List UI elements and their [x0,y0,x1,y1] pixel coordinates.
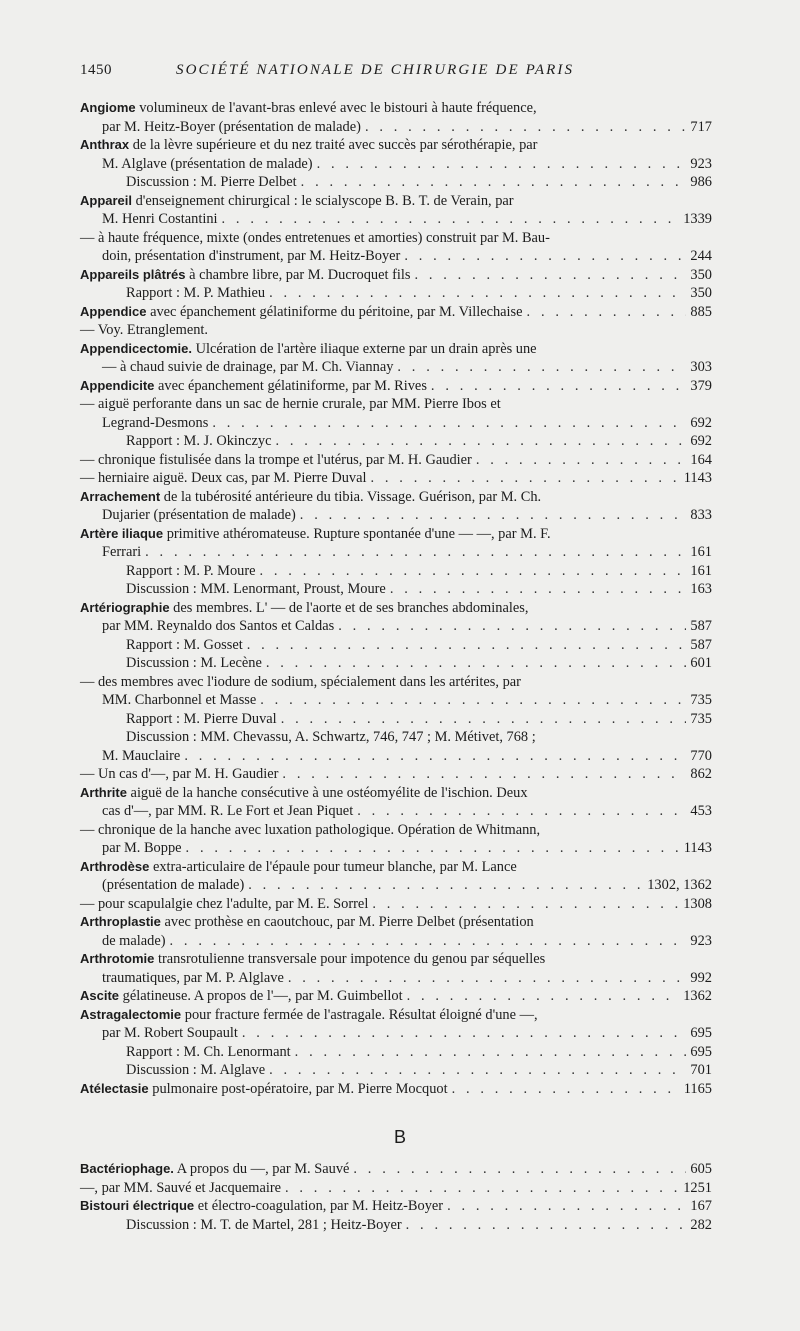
index-entry-line [80,728,712,747]
entry-body: avec prothèse en caoutchouc, par M. Pierre Delbet (présentation [160,914,534,930]
index-entry-line [80,876,712,895]
page-reference: 1143 [683,470,712,486]
index-entry-line [80,525,712,544]
entry-body: par M. Robert Soupault [102,1025,238,1041]
page-reference: 601 [690,655,712,671]
entry-body: Rapport : M. Ch. Lenormant [126,1043,291,1060]
entry-heading: Atélectasie [80,1080,149,1096]
index-entry-line [80,1061,712,1080]
dot-leader [317,155,686,174]
dot-leader [288,969,686,988]
dot-leader [186,839,680,858]
entry-body: extra-articulaire de l'épaule pour tumeur blanche, par M. Lance [149,858,517,875]
entry-text [126,562,256,581]
dot-leader [414,266,686,285]
page-reference: 167 [690,1198,712,1214]
page-reference: 1362 [683,988,712,1004]
entry-body: — à haute fréquence, mixte (ondes entretenues et amorties) construit par M. Bau- [80,229,550,246]
entry-body: Rapport : M. P. Mathieu [126,285,266,301]
entry-text [102,358,393,377]
entry-heading: Arthrite [80,784,127,800]
dot-leader [476,451,686,470]
dot-leader [275,432,686,451]
entry-body: de la lèvre supérieure et du nez traité avec succès par sérothérapie, par [129,137,538,153]
entry-text [80,914,534,930]
dot-leader [222,210,680,229]
page-reference: 605 [690,1161,712,1177]
dot-leader [406,1216,686,1235]
entry-body: Ferrari [102,544,142,560]
page-reference: 923 [690,932,712,949]
index-entry-line [80,377,712,396]
dot-leader [365,118,686,137]
dot-leader [145,543,686,562]
index-entry-line [80,247,712,266]
page-reference: 717 [690,118,712,135]
page-reference: 1143 [683,840,712,856]
entry-text [80,1179,281,1198]
index-entry-line [80,1024,712,1043]
index-entry-line [80,99,712,118]
entry-body: doin, présentation d'instrument, par M. Heitz-Boyer [102,248,401,264]
dot-leader [269,1061,686,1080]
dot-leader [357,802,686,821]
entry-heading: Arthrodèse [80,858,150,874]
page-reference: 735 [690,692,712,708]
index-entry-line [80,266,712,285]
entry-body: Discussion : MM. Chevassu, A. Schwartz, 746, 747 ; M. Métivet, 768 ; [126,729,536,745]
index-entry-line [80,636,712,655]
entry-text [126,710,277,729]
entry-body: cas d'—, par MM. R. Le Fort et Jean Piquet [102,803,354,819]
page-reference: 1251 [683,1179,712,1196]
entry-body: — herniaire aiguë. Deux cas, par M. Pierre Duval [80,470,367,486]
page-reference: 1165 [683,1080,712,1097]
entry-body: volumineux de l'avant-bras enlevé avec le bistouri à haute fréquence, [135,100,537,116]
index-entries-b [80,1160,712,1234]
index-entry-line [80,1179,712,1198]
page-reference: 282 [690,1216,712,1233]
entry-text [80,193,514,209]
page-reference: 692 [690,433,712,449]
entry-text [102,1024,238,1043]
entry-text [102,802,353,821]
entry-body: par M. Heitz-Boyer (présentation de malade) [102,118,361,135]
entry-text [80,1080,448,1099]
index-entry-line [80,617,712,636]
running-header [80,62,712,82]
entry-text [80,266,410,285]
dot-leader [260,562,686,581]
dot-leader [404,247,686,266]
index-entries-a [80,99,712,1098]
entry-text [80,322,208,338]
entry-body: — Un cas d'—, par M. H. Gaudier [80,766,279,782]
dot-leader [281,710,686,729]
entry-text [126,729,536,745]
dot-leader [170,932,686,951]
entry-body: Discussion : M. Pierre Delbet [126,174,297,190]
index-entry-line [80,691,712,710]
entry-text [80,951,545,967]
page-reference: 885 [690,303,712,320]
entry-body: — des membres avec l'iodure de sodium, spécialement dans les artérites, par [80,673,521,690]
entry-text [126,580,386,599]
index-entry-line [80,543,712,562]
index-entry-line [80,118,712,137]
dot-leader [295,1043,686,1062]
entry-body: (présentation de malade) [102,877,245,893]
entry-body: MM. Charbonnel et Masse [102,692,257,708]
page-reference: 453 [690,803,712,819]
entry-heading: Arthroplastie [80,914,161,929]
entry-heading: Bistouri électrique [80,1198,195,1213]
dot-leader [184,747,686,766]
index-entry-line [80,839,712,858]
entry-heading: Appareils plâtrés [80,266,186,282]
index-entry-line [80,210,712,229]
entry-text [102,506,296,525]
dot-leader [260,691,686,710]
entry-body: Rapport : M. Gosset [126,636,243,653]
entry-body: — chronique de la hanche avec luxation pathologique. Opération de Whitmann, [80,821,541,838]
entry-body: de la tubérosité antérieure du tibia. Vissage. Guérison, par M. Ch. [160,488,542,505]
entry-text [80,100,537,116]
entry-body: aiguë de la hanche consécutive à une ostéomyélite de l'ischion. Deux [126,784,528,801]
dot-leader [431,377,686,396]
index-entry-line [80,173,712,192]
dot-leader [242,1024,686,1043]
index-entry-line [80,358,712,377]
entry-text [102,839,182,858]
entry-body: transrotulienne transversale pour impotence du genou par séquelles [154,951,546,967]
entry-text [126,284,265,303]
entry-text [80,469,367,488]
entry-body: Discussion : MM. Lenormant, Proust, Moure [126,581,386,597]
entry-text [126,636,243,655]
page-reference: 1339 [683,211,712,227]
entry-body: avec épanchement gélatiniforme, par M. Rives [154,377,427,394]
entry-heading: Appendice [80,303,147,319]
dot-leader [353,1160,686,1179]
index-entry-line [80,950,712,969]
index-entry-line [80,395,712,414]
entry-text [80,377,427,396]
entry-heading: Artériographie [80,599,170,615]
page-reference: 350 [690,266,712,283]
page-reference: 587 [690,618,712,634]
entry-text [126,1043,291,1062]
index-entry-line [80,821,712,840]
entry-text [80,230,550,246]
index-entry-line [80,987,712,1006]
index-entry-line [80,1160,712,1179]
entry-text [102,414,208,433]
entry-text [126,1061,265,1080]
index-entry-line [80,321,712,340]
index-entry-line [80,303,712,322]
dot-leader [212,414,686,433]
entry-text [102,210,218,229]
entry-body: Rapport : M. P. Moure [126,562,256,579]
index-entry-line [80,562,712,581]
entry-text [80,987,403,1006]
page-reference: 770 [690,747,712,764]
dot-leader [266,654,686,673]
page-reference: 986 [690,174,712,190]
entry-text [80,303,523,322]
index-entry-line [80,136,712,155]
dot-leader [300,506,686,525]
entry-text [80,489,541,505]
index-entry-line [80,969,712,988]
entry-text [102,747,180,766]
entry-text [80,822,540,838]
dot-leader [282,765,686,784]
entry-body: Discussion : M. Lecène [126,655,262,671]
index-entry-line [80,932,712,951]
index-entry-line [80,580,712,599]
entry-body: M. Mauclaire [102,747,181,764]
index-entry-line [80,1197,712,1216]
index-entry-line [80,192,712,211]
entry-text [126,173,297,192]
page-reference: 692 [690,414,712,431]
entry-body: — à chaud suivie de drainage, par M. Ch. Viannay [102,359,394,375]
dot-leader [269,284,686,303]
entry-body: M. Henri Costantini [102,211,218,227]
entry-body: M. Alglave (présentation de malade) [102,155,313,172]
page-reference: 735 [690,710,712,727]
entry-text [102,155,313,174]
entry-heading: Arthrotomie [80,951,155,966]
dot-leader [372,895,679,914]
page-number: 1450 [80,62,112,78]
entry-heading: Appendicectomie. [80,340,192,356]
index-entry-line [80,599,712,618]
entry-text [80,526,551,542]
page-reference: 1302, 1362 [647,877,712,893]
index-entry-line [80,710,712,729]
page-reference: 923 [690,155,712,172]
page-reference: 244 [690,248,712,264]
running-title: SOCIÉTÉ NATIONALE DE CHIRURGIE DE PARIS [176,62,575,78]
index-entry-line [80,1043,712,1062]
entry-text [80,674,521,690]
entry-body: — chronique fistulisée dans la trompe et l'utérus, par M. H. Gaudier [80,451,472,468]
entry-text [80,785,528,801]
page-reference: 992 [690,969,712,986]
page-reference: 164 [690,451,712,468]
index-entry-line [80,895,712,914]
entry-body: gélatineuse. A propos de l'—, par M. Guimbellot [119,988,403,1004]
index-entry-line [80,784,712,803]
page-reference: 161 [690,544,712,560]
entry-body: par M. Boppe [102,840,182,856]
section-letter: B [393,1127,406,1147]
entry-text [80,600,528,616]
entry-text [102,118,361,137]
entry-body: Ulcération de l'artère iliaque externe par un drain après une [191,340,537,357]
entry-body: traumatiques, par M. P. Alglave [102,969,284,986]
entry-text [102,617,334,636]
entry-body: pulmonaire post-opératoire, par M. Pierre Mocquot [148,1080,448,1097]
index-entry-line [80,284,712,303]
page-reference: 350 [690,285,712,301]
entry-text [80,1160,349,1179]
page-reference: 587 [690,636,712,653]
entry-text [126,1216,402,1235]
index-entry-line [80,802,712,821]
page-reference: 303 [690,359,712,375]
entry-text [102,969,284,988]
index-entry-line [80,432,712,451]
entry-body: —, par MM. Sauvé et Jacquemaire [80,1179,282,1196]
page-reference: 833 [690,507,712,523]
entry-body: de malade) [102,932,166,949]
entry-body: Discussion : M. T. de Martel, 281 ; Heitz-Boyer [126,1216,402,1233]
index-entry-line [80,765,712,784]
dot-leader [247,636,686,655]
index-entry-line [80,858,712,877]
entry-body: Rapport : M. J. Okinczyc [126,433,272,449]
index-entry-line [80,1080,712,1099]
index-entry-line [80,469,712,488]
entry-text [102,691,256,710]
entry-text [102,543,141,562]
entry-heading: Astragalectomie [80,1006,182,1022]
dot-leader [371,469,680,488]
index-entry-line [80,654,712,673]
page-reference: 379 [690,377,712,394]
entry-text [80,451,472,470]
entry-text [80,396,501,412]
entry-heading: Bactériophage. [80,1161,174,1176]
entry-body: Dujarier (présentation de malade) [102,507,296,523]
entry-body: par MM. Reynaldo dos Santos et Caldas [102,618,335,634]
entry-body: — pour scapulalgie chez l'adulte, par M. E. Sorrel [80,895,369,912]
entry-body: primitive athéromateuse. Rupture spontanée d'une — —, par M. F. [163,525,551,542]
dot-leader [447,1197,686,1216]
dot-leader [338,617,686,636]
page-reference: 161 [690,562,712,579]
entry-body: Rapport : M. Pierre Duval [126,710,277,727]
dot-leader [452,1080,680,1099]
entry-heading: Appareil [80,192,133,208]
entry-body: Discussion : M. Alglave [126,1062,266,1078]
entry-heading: Appendicite [80,377,155,393]
entry-text [80,137,537,153]
index-entry-line [80,488,712,507]
entry-body: et électro-coagulation, par M. Heitz-Boyer [194,1198,444,1214]
page-reference: 695 [690,1043,712,1060]
page-reference: 701 [690,1062,712,1078]
entry-text [126,432,271,451]
entry-text [102,247,400,266]
dot-leader [397,358,686,377]
index-entry-line [80,747,712,766]
index-entry-line [80,229,712,248]
entry-heading: Arrachement [80,488,161,504]
page-reference: 695 [690,1025,712,1041]
page-reference: 862 [690,766,712,782]
page-reference: 1308 [683,895,712,912]
entry-body: à chambre libre, par M. Ducroquet fils [185,266,411,283]
dot-leader [407,987,680,1006]
index-entry-line [80,451,712,470]
index-entry-line [80,414,712,433]
entry-heading: Anthrax [80,137,130,152]
entry-text [80,895,368,914]
dot-leader [390,580,686,599]
entry-body: — Voy. Etranglement. [80,322,209,338]
entry-text [80,1197,443,1216]
page-reference: 163 [690,581,712,597]
index-entry-line [80,1216,712,1235]
index-entry-line [80,340,712,359]
entry-text [126,654,262,673]
entry-body: d'enseignement chirurgical : le scialyscope B. B. T. de Verain, par [132,192,514,209]
entry-text [102,876,244,895]
dot-leader [248,876,643,895]
entry-text [102,932,166,951]
dot-leader [285,1179,679,1198]
entry-heading: Artère iliaque [80,525,164,541]
entry-body: — aiguë perforante dans un sac de hernie crurale, par MM. Pierre Ibos et [80,396,501,412]
entry-heading: Angiome [80,100,136,115]
index-entry-line [80,1006,712,1025]
index-entry-line [80,155,712,174]
entry-body: pour fracture fermée de l'astragale. Résultat éloigné d'une —, [181,1006,538,1023]
entry-text [80,341,537,357]
index-entry-line [80,673,712,692]
entry-heading: Ascite [80,988,120,1003]
entry-text [80,1007,538,1023]
index-entry-line [80,913,712,932]
entry-body: A propos du —, par M. Sauvé [173,1161,350,1177]
dot-leader [301,173,686,192]
entry-body: des membres. L' — de l'aorte et de ses branches abdominales, [169,599,529,616]
entry-text [80,765,278,784]
index-entry-line [80,506,712,525]
dot-leader [527,303,686,322]
entry-body: avec épanchement gélatiniforme du péritoine, par M. Villechaise [146,303,523,320]
entry-body: Legrand-Desmons [102,414,209,431]
entry-text [80,859,517,875]
